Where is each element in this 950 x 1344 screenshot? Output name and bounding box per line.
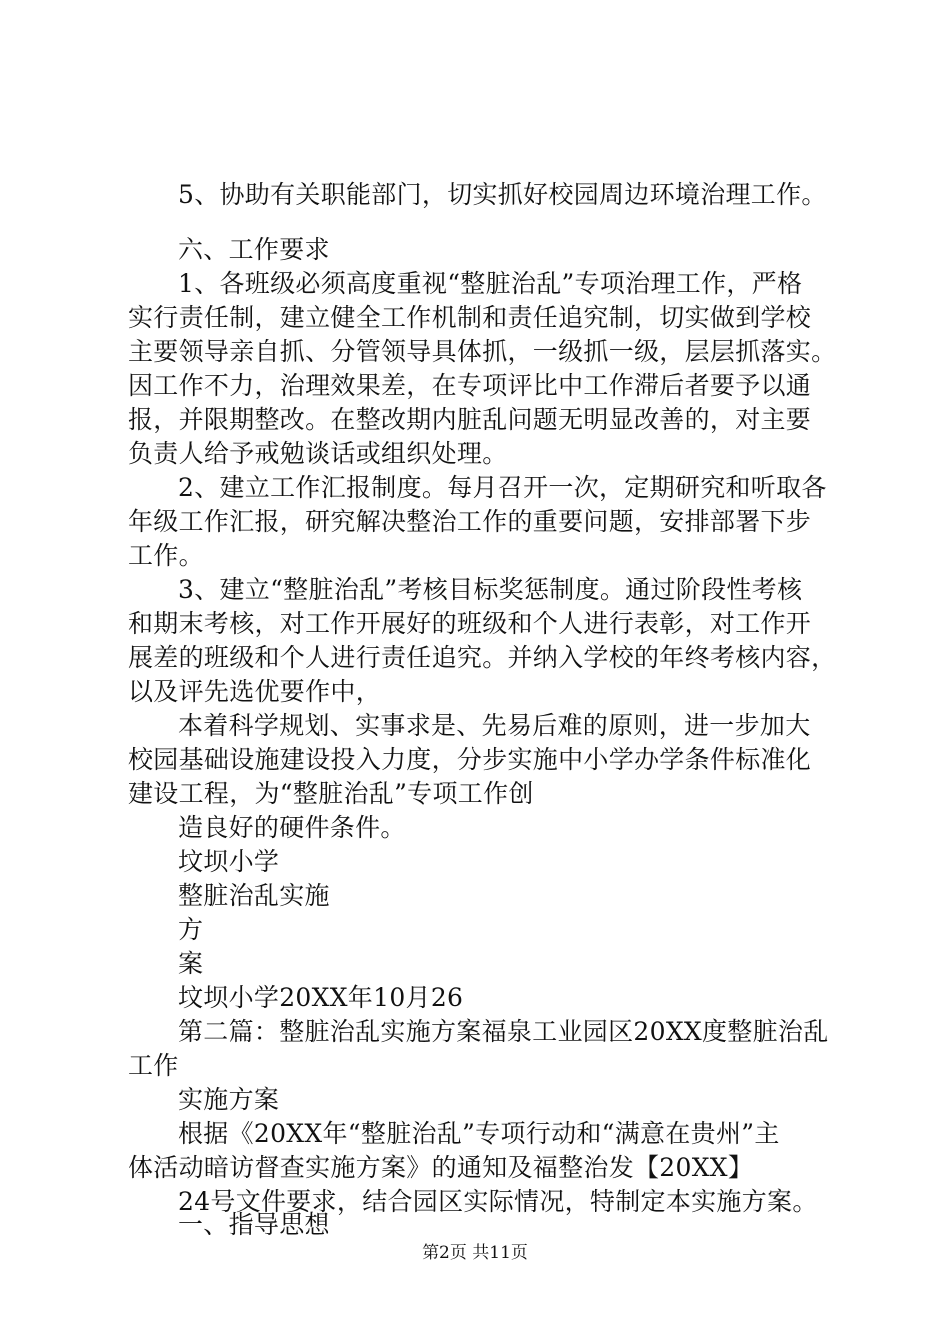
paragraph-line: 工作。 (128, 541, 204, 570)
paragraph-line: 根据《20XX年“整脏治乱”专项行动和“满意在贵州”主 (178, 1119, 780, 1148)
paragraph-line: 主要领导亲自抓、分管领导具体抓，一级抓一级，层层抓落实。 (128, 337, 837, 366)
signature-date: 坟坝小学20XX年10月26 (178, 983, 464, 1012)
paragraph-line: 报，并限期整改。在整改期内脏乱问题无明显改善的，对主要 (128, 405, 812, 434)
school-name: 坟坝小学 (178, 847, 280, 876)
paragraph-line: 24号文件要求，结合园区实际情况，特制定本实施方案。 (178, 1187, 818, 1216)
chapter-heading: 第二篇：整脏治乱实施方案福泉工业园区20XX度整脏治乱 (178, 1017, 829, 1046)
paragraph-line: 以及评先选优要作中， (128, 677, 382, 706)
paragraph-item-5: 5、协助有关职能部门，切实抓好校园周边环境治理工作。 (178, 180, 827, 209)
page-footer: 第2页 共11页 (422, 1243, 528, 1263)
paragraph-line: 建设工程，为“整脏治乱”专项工作创 (128, 779, 534, 808)
section-heading-guiding-ideology: 一、指导思想 (178, 1210, 330, 1239)
paragraph-line: 造良好的硬件条件。 (178, 813, 406, 842)
paragraph-line: 本着科学规划、实事求是、先易后难的原则，进一步加大 (178, 711, 811, 740)
paragraph-line: 2、建立工作汇报制度。每月召开一次，定期研究和听取各 (178, 473, 827, 502)
paragraph-line: 实行责任制，建立健全工作机制和责任追究制，切实做到学校 (128, 303, 812, 332)
plan-title-char: 方 (178, 915, 204, 944)
paragraph-line: 体活动暗访督查实施方案》的通知及福整治发【20XX】 (128, 1153, 754, 1182)
paragraph-line: 和期末考核，对工作开展好的班级和个人进行表彰，对工作开 (128, 609, 812, 638)
plan-title-line: 整脏治乱实施 (178, 881, 330, 910)
paragraph-line: 校园基础设施建设投入力度，分步实施中小学办学条件标准化 (128, 745, 812, 774)
paragraph-line: 年级工作汇报，研究解决整治工作的重要问题，安排部署下步 (128, 507, 812, 536)
paragraph-line: 因工作不力，治理效果差，在专项评比中工作滞后者要予以通 (128, 371, 812, 400)
paragraph-line: 展差的班级和个人进行责任追究。并纳入学校的年终考核内容， (128, 643, 837, 672)
paragraph-line: 负责人给予戒勉谈话或组织处理。 (128, 439, 508, 468)
paragraph-line: 1、各班级必须高度重视“整脏治乱”专项治理工作，严格 (178, 269, 803, 298)
plan-title-char: 案 (178, 949, 204, 978)
chapter-heading-continued: 工作 (128, 1051, 179, 1080)
section-heading-work-requirements: 六、工作要求 (178, 235, 330, 264)
chapter-subtitle: 实施方案 (178, 1085, 280, 1114)
paragraph-line: 3、建立“整脏治乱”考核目标奖惩制度。通过阶段性考核 (178, 575, 803, 604)
